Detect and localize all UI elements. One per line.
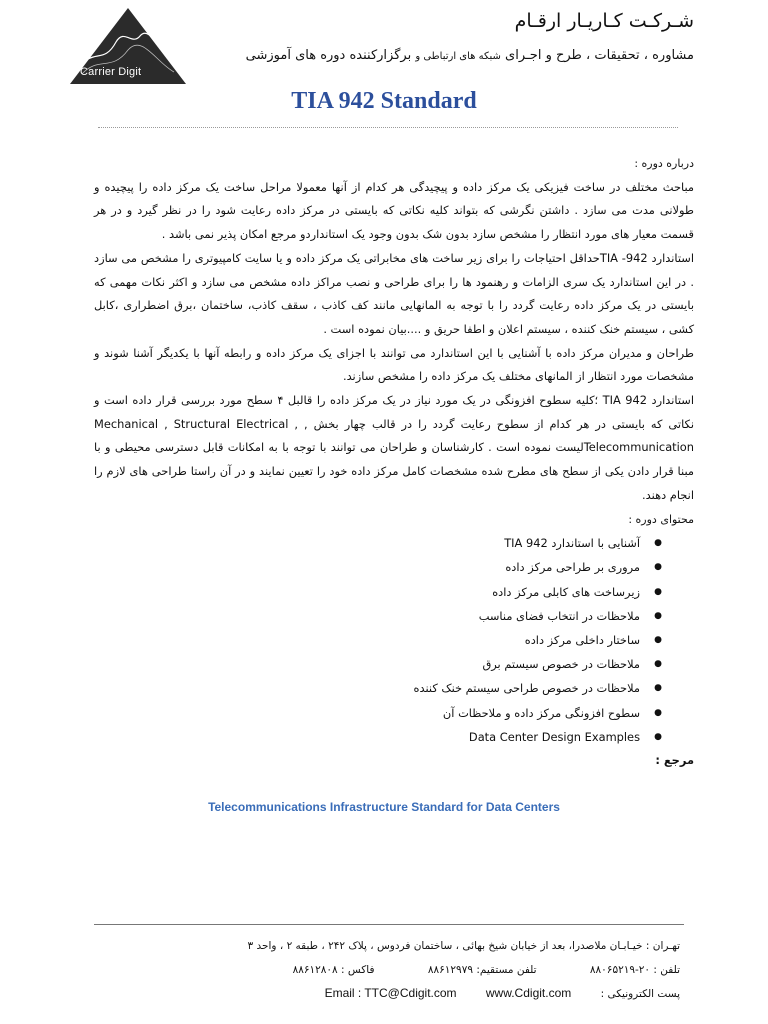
logo-text: Carrier Digit	[80, 66, 142, 78]
tagline-main: مشاوره ، تحقیقات ، طرح و اجـرای	[505, 48, 694, 63]
phone-number: ۸۸۰۶۵۲۱۹-۲۰	[589, 964, 651, 976]
email-label: پست الکترونیکی :	[600, 988, 680, 1000]
document-body	[94, 152, 694, 773]
footer-divider	[94, 924, 684, 925]
reference-link[interactable]: Telecommunications Infrastructure Standard for Data Centers	[208, 800, 560, 814]
direct-phone-label: تلفن مستقیم:	[476, 964, 537, 976]
list-item: ● زیرساخت های کابلی مرکز داده	[94, 580, 640, 604]
list-item: ● ملاحظات در خصوص سیستم برق	[94, 652, 640, 676]
contents-heading: محتوای دوره :	[628, 512, 694, 526]
list-item: ● Data Center Design Examples	[94, 725, 640, 749]
paragraph-intro: مباحث مختلف در ساخت فیزیکی یک مرکز داده و پیچیدگی هر کدام از آنها معمولا مراحل ساخت یک مرکز داده را پیچیده و طولانی مدت می سازد . داشتن نگرشی که بتواند کلیه نکاتی که بایستی در مرکز داده رعایت شود را در نظر گیرد و در هر قسمت معیار های مورد انتظار را مشخص سازد بدون شک بدون وجود یک استانداردو مرجع امکان پذیر نمی باشد .	[94, 179, 694, 242]
paragraph-redundancy: استاندارد TIA 942 ؛کلیه سطوح افزونگی در یک مورد نیاز در یک مرکز داده را قالبل ۴ سطح مورد بررسی قرار داده است و نکاتی که بایستی در هر کدام از سطوح رعایت گردد را در قالب چهار بخش , Mechanical , Structural Electrical , Telecommunicationلیست نموده است . کارشناسان و طراحان می توانند با توجه با به امکانات قابل دسترسی محیطی و با مبنا قرار دادن یکی از سطح های مطرح شده مشخصات کامل مرکز داده خود را تعیین نمایند و در آن راستا طراحی های لازم را انجام دهند.	[94, 393, 694, 502]
about-heading: درباره دوره :	[634, 157, 694, 170]
website-link[interactable]: www.Cdigit.com	[485, 986, 572, 1000]
contents-list	[94, 531, 694, 749]
tagline-end: برگزارکننده دوره های آموزشی	[245, 48, 412, 63]
reference-label: مرجع :	[655, 753, 694, 768]
list-item: ● سطوح افزونگی مرکز داده و ملاحظات آن	[94, 701, 640, 725]
list-item: ● ملاحظات در انتخاب فضای مناسب	[94, 604, 640, 628]
paragraph-designers: طراحان و مدیران مرکز داده با آشنایی با این استاندارد می توانند با اجزای یک مرکز داده و رابطه آنها با یکدیگر آشنا شوند و مشخصات مورد انتظار از المانهای مختلف یک مرکز داده را مشخص سازند.	[94, 345, 694, 384]
list-item: ● مروری بر طراحی مرکز داده	[94, 555, 640, 579]
fax-label: فاکس :	[341, 964, 375, 976]
email-link[interactable]: Email : TTC@Cdigit.com	[324, 986, 457, 1000]
company-tagline	[246, 48, 694, 63]
paragraph-standard: استاندارد 942- TIAحداقل احتیاجات را برای زیر ساخت های مخابراتی یک مرکز داده و یا سایت کامپیوتری را مشخص می سازد . در این استاندارد یک سری الزامات و رهنمود ها را برای طراحی و نصب مراکز داده مشخص می سازد و اکثر نکات مهمی که بایستی در یک مرکز داده رعایت گردد را با توجه به المانهایی مانند کف کاذب ، سقف کاذب، ساختمان ،برق اضطراری ،کابل کشی ، سیستم خنک کننده ، سیستم اعلان و اطفا حریق و ....بیان نموده است .	[94, 250, 695, 336]
footer-address: تهـران : خیـابـان ملاصدرا، بعد از خیابان شیخ بهائی ، ساختمان فردوس ، پلاک ۲۴۲ ، طبقه ۲ ، واحد ۳	[247, 940, 680, 952]
direct-phone-number: ۸۸۶۱۲۹۷۹	[427, 964, 473, 976]
document-title: TIA 942 Standard	[291, 88, 477, 114]
header-divider	[98, 127, 678, 128]
footer-phones	[80, 964, 680, 976]
tagline-small: شبکه های ارتباطی و	[415, 51, 501, 62]
list-item: ● ملاحظات در خصوص طراحی سیستم خنک کننده	[94, 676, 640, 700]
phone-label: تلفن :	[653, 964, 680, 976]
list-item: ● آشنایی با استاندارد TIA 942	[94, 531, 640, 555]
fax-number: ۸۸۶۱۲۸۰۸	[292, 964, 338, 976]
list-item: ● ساختار داخلی مرکز داده	[94, 628, 640, 652]
company-name: شـرکـت کـاریـار ارقـام	[514, 10, 694, 32]
footer-contact	[80, 986, 680, 1000]
